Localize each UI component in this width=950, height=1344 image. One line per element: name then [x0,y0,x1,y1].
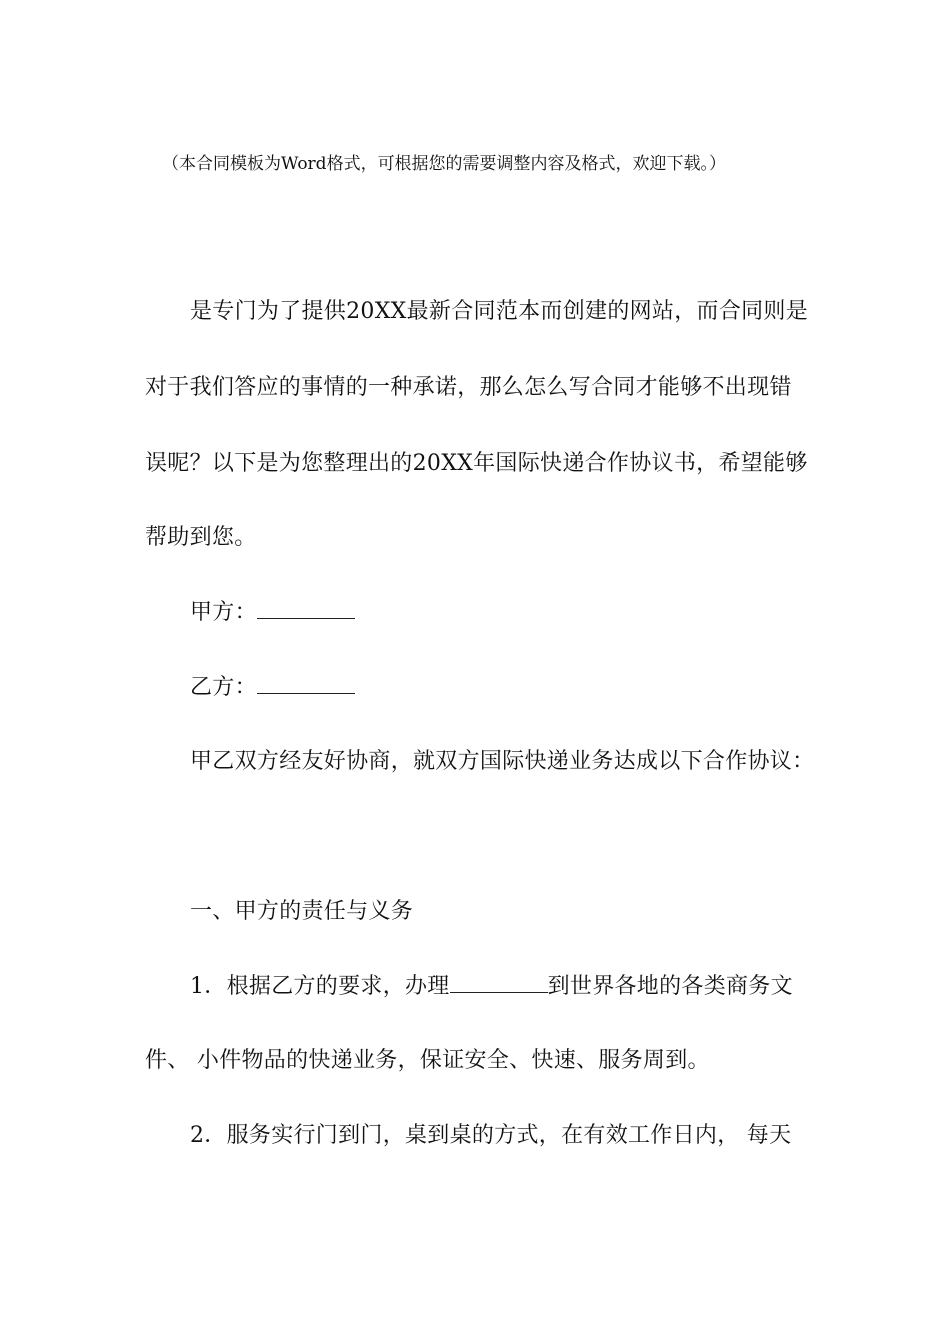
clause-1-continuation: 件、 小件物品的快递业务，保证安全、快速、服务周到。 [145,1048,710,1073]
template-note: （本合同模板为Word格式，可根据您的需要调整内容及格式，欢迎下载。） [162,154,727,174]
party-b-label: 乙方： [190,675,257,700]
section-1-heading: 一、甲方的责任与义务 [190,899,414,924]
party-a-label: 甲方： [190,600,257,625]
party-a-blank [257,598,355,619]
clause-1-blank [450,972,548,993]
intro-line-4: 帮助到您。 [145,525,257,550]
clause-1-text-before: 1．根据乙方的要求，办理 [190,974,450,999]
party-b-blank [257,673,355,694]
intro-line-2: 对于我们答应的事情的一种承诺，那么怎么写合同才能够不出现错 [145,375,792,400]
clause-1-text-after: 到世界各地的各类商务文 [547,974,793,999]
clause-2-line: 2．服务实行门到门，桌到桌的方式，在有效工作日内， 每天 [190,1123,792,1148]
clause-1-row [190,972,793,1002]
party-b-row [190,673,355,703]
party-a-row [190,598,355,628]
agreement-line: 甲乙双方经友好协商，就双方国际快递业务达成以下合作协议： [190,749,815,774]
intro-line-3: 误呢？以下是为您整理出的20XX年国际快递合作协议书，希望能够 [145,451,808,476]
intro-line-1: 是专门为了提供20XX最新合同范本而创建的网站，而合同则是 [190,299,809,324]
